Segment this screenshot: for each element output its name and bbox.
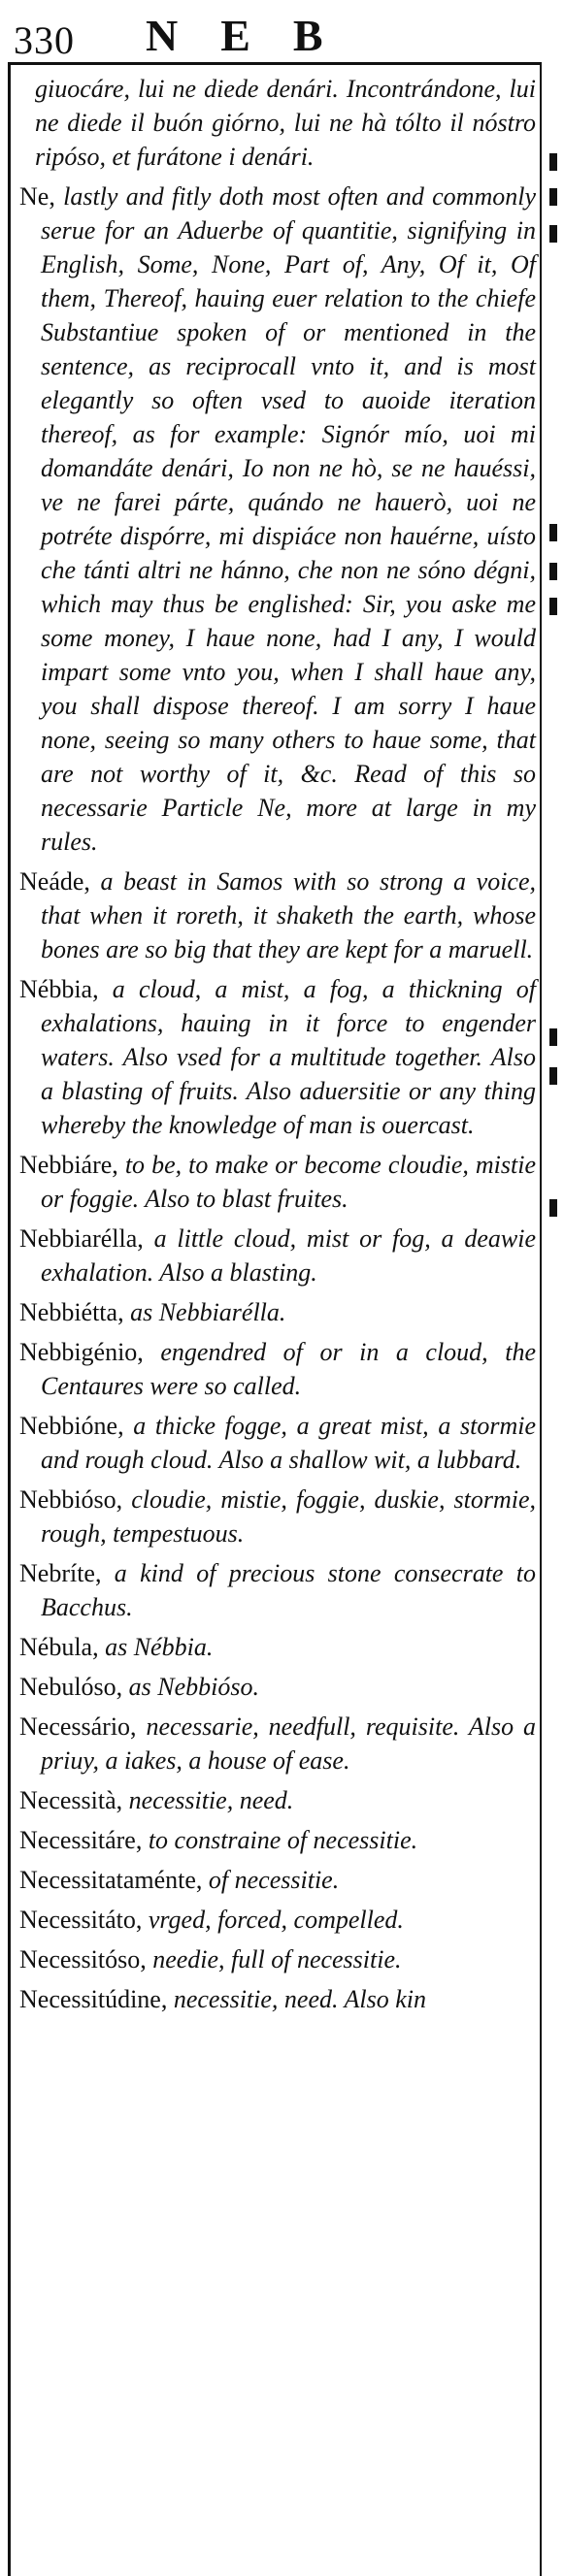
dictionary-entry (19, 1710, 536, 1777)
dictionary-entry (19, 1942, 536, 1976)
entry-definition: a thicke fogge, a great mist, a stormie and rough cloud. Also a shallow wit, a lubbard. (41, 1412, 537, 1474)
entry-headword: Necessità, (19, 1786, 123, 1814)
entry-headword: Nebbiáre, (19, 1151, 118, 1179)
dictionary-entry (19, 1670, 536, 1704)
entry-definition: to constraine of necessitie. (148, 1826, 418, 1854)
entry-headword: Necessário, (19, 1712, 137, 1741)
dictionary-column (19, 72, 536, 2022)
entry-definition: necessitie, need. (128, 1786, 294, 1814)
entry-headword: Nébula, (19, 1633, 99, 1661)
entry-headword: Nebríte, (19, 1559, 102, 1587)
entry-headword: Nebbigénio, (19, 1338, 144, 1366)
entry-definition: vrged, forced, compelled. (148, 1906, 404, 1934)
entry-headword: Necessitáto, (19, 1906, 143, 1934)
adjacent-column-fragment (549, 563, 557, 580)
entry-definition: to be, to make or become cloudie, mistie or foggie. Also to blast fruites. (41, 1151, 536, 1213)
entry-headword: Nebulóso, (19, 1673, 123, 1701)
dictionary-entry (19, 1982, 536, 2016)
entry-headword: Necessitáre, (19, 1826, 143, 1854)
adjacent-column-fragment (549, 524, 557, 541)
entry-definition: necessarie, needfull, requisite. Also a priuy, a iakes, a house of ease. (41, 1712, 537, 1775)
entry-definition: lastly and fitly doth most often and commonly serue for an Aduerbe of quantitie, signifying in English, Some, None, Part of, Any, Of it, Of them, Thereof, hauing euer relation to the chiefe Substantiue spoken of or mentioned in the sentence, as reciprocall vnto it, and is most elegantly so often vsed to auoide iteration thereof, as for example: Signór mío, uoi mi domandáte denári, Io non ne hò, se ne hauéssi, ve ne farei párte, quándo ne hauerò, uoi ne potréte dispórre, mi dispiáce non hauérne, uísto che tánti altri ne hánno, che non ne sóno dégni, which may thus be englished: Sir, you aske me some money, I haue none, had I any, I would impart some vnto you, when I shall haue any, you shall dispose thereof. I am sorry I haue none, seeing so many others to haue some, that are not worthy of it, &c. Read of this so necessarie Particle Ne, more at large in my rules. (41, 182, 536, 856)
entry-definition: as Nebbiarélla. (130, 1298, 286, 1326)
page-header (0, 0, 564, 60)
adjacent-column-fragment (549, 1199, 557, 1217)
dictionary-entry (19, 72, 536, 174)
entry-headword: Nébbia, (19, 975, 99, 1003)
entry-text: giuocáre, lui ne diede denári. Incontrándone, lui ne diede il buón giórno, lui ne hà tólto il nóstro ripóso, et furátone i denári. (35, 75, 536, 171)
entry-definition: engendred of or in a cloud, the Centaures were so called. (41, 1338, 536, 1400)
dictionary-entry (19, 972, 536, 1142)
entry-definition: needie, full of necessitie. (152, 1945, 402, 1973)
page-number: 330 (14, 18, 75, 62)
entry-definition: a kind of precious stone consecrate to Bacchus. (41, 1559, 537, 1621)
dictionary-entry (19, 1556, 536, 1624)
entry-headword: Necessitúdine, (19, 1985, 168, 2013)
dictionary-entry (19, 1823, 536, 1857)
adjacent-column-fragment (549, 1028, 557, 1046)
adjacent-column-fragment (549, 153, 557, 171)
dictionary-entry (19, 179, 536, 859)
dictionary-entry (19, 1335, 536, 1403)
adjacent-column-fragment (549, 1067, 557, 1085)
entry-definition: as Nébbia. (105, 1633, 214, 1661)
entry-headword: Nebbióso, (19, 1485, 123, 1514)
dictionary-entry (19, 1630, 536, 1664)
entry-definition: a little cloud, mist or fog, a deawie exhalation. Also a blasting. (41, 1224, 536, 1287)
entry-headword: Ne, (19, 182, 55, 211)
adjacent-column-fragment (549, 225, 557, 243)
column-rule (540, 62, 542, 2576)
entry-headword: Necessitataménte, (19, 1866, 203, 1894)
entry-definition: a cloud, a mist, a fog, a thickning of exhalations, hauing in it force to engender waters. Also vsed for a multitude together. Also a blasting of fruits. Also aduersitie or any thing whereby the knowledge of man is ouercast. (41, 975, 537, 1139)
dictionary-entry (19, 1483, 536, 1550)
dictionary-entry (19, 1783, 536, 1817)
dictionary-entry (19, 1863, 536, 1897)
entry-definition: a beast in Samos with so strong a voice, that when it roreth, it shaketh the earth, whose bones are so big that they are kept for a maruell. (41, 867, 536, 963)
dictionary-entry (19, 1295, 536, 1329)
dictionary-entry (19, 864, 536, 966)
entry-definition: necessitie, need. Also kin (173, 1985, 427, 2013)
entry-definition: as Nebbióso. (128, 1673, 260, 1701)
entry-definition: cloudie, mistie, foggie, duskie, stormie, rough, tempestuous. (41, 1485, 537, 1548)
running-head: NEB (146, 11, 366, 60)
dictionary-entry (19, 1903, 536, 1937)
dictionary-entry (19, 1148, 536, 1216)
top-rule (8, 62, 540, 65)
entry-headword: Nebbiarélla, (19, 1224, 144, 1253)
dictionary-entry (19, 1222, 536, 1289)
dictionary-entry (19, 1409, 536, 1477)
entry-headword: Necessitóso, (19, 1945, 147, 1973)
entry-headword: Nebbióne, (19, 1412, 124, 1440)
adjacent-column-fragment (549, 598, 557, 615)
entry-headword: Nebbiétta, (19, 1298, 124, 1326)
left-rule (8, 62, 11, 2576)
entry-headword: Neáde, (19, 867, 90, 896)
entry-definition: of necessitie. (208, 1866, 340, 1894)
adjacent-column-fragment (549, 188, 557, 206)
